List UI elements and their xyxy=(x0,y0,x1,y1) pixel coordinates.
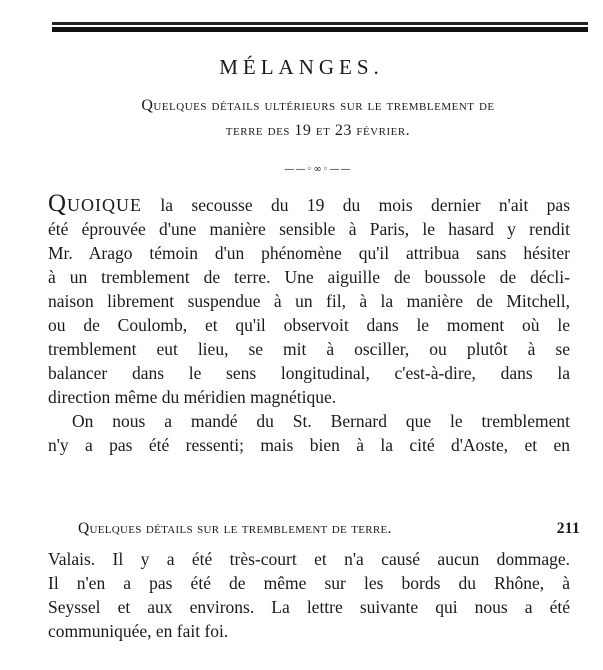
body-line-10: On nous a mandé du St. Bernard que le tremblement xyxy=(72,411,570,431)
body-line-11: n'y a pas été ressenti; mais bien à la cité d'Aoste, et en xyxy=(48,435,570,455)
body-line-2: été éprouvée d'une manière sensible à Paris, le hasard y rendit xyxy=(48,219,570,239)
subtitle-line-2: terre des 19 et 23 février. xyxy=(225,122,411,139)
running-head xyxy=(78,520,580,538)
ornament-divider: ——◦∞◦—— xyxy=(284,164,352,175)
body-line-1 xyxy=(48,192,570,217)
body-line-6: ou de Coulomb, et qu'il observoit dans le moment où le xyxy=(48,315,570,335)
drop-cap-word: Quoique xyxy=(48,190,143,217)
body-line-9: direction même du méridien magnétique. xyxy=(48,387,337,407)
article-subtitle xyxy=(50,93,586,143)
continuation-line-1: Valais. Il y a été très-court et n'a causé aucun dommage. xyxy=(48,549,570,569)
body-line-7: tremblement eut lieu, se mit à osciller, ou plutôt à se xyxy=(48,339,570,359)
continuation-line-4: communiquée, en fait foi. xyxy=(48,621,229,641)
continuation-line-3: Seyssel et aux environs. La lettre suivante qui nous a été xyxy=(48,597,570,617)
body-line-1-text: la secousse du 19 du mois dernier n'ait pas xyxy=(142,195,570,215)
body-line-4: à un tremblement de terre. Une aiguille de boussole de décli- xyxy=(48,267,570,287)
body-line-3: Mr. Arago témoin d'un phénomène qu'il attribua sans hésiter xyxy=(48,243,570,263)
continuation-line-2: Il n'en a pas été de même sur les bords du Rhône, à xyxy=(48,573,570,593)
section-title: MÉLANGES. xyxy=(219,55,384,79)
body-line-5: naison librement suspendue à un fil, à la manière de Mitchell, xyxy=(48,291,570,311)
top-rule-thin xyxy=(52,22,588,25)
continuation-body xyxy=(48,547,570,643)
page-number: 211 xyxy=(556,520,580,537)
body-line-8: balancer dans le sens longitudinal, c'est-à-dire, dans la xyxy=(48,363,570,383)
subtitle-line-1: Quelques détails ultérieurs sur le tremblement de xyxy=(141,97,495,114)
top-rule-thick xyxy=(52,27,588,32)
running-head-title: Quelques détails sur le tremblement de terre. xyxy=(78,520,392,537)
article-body xyxy=(48,192,570,457)
